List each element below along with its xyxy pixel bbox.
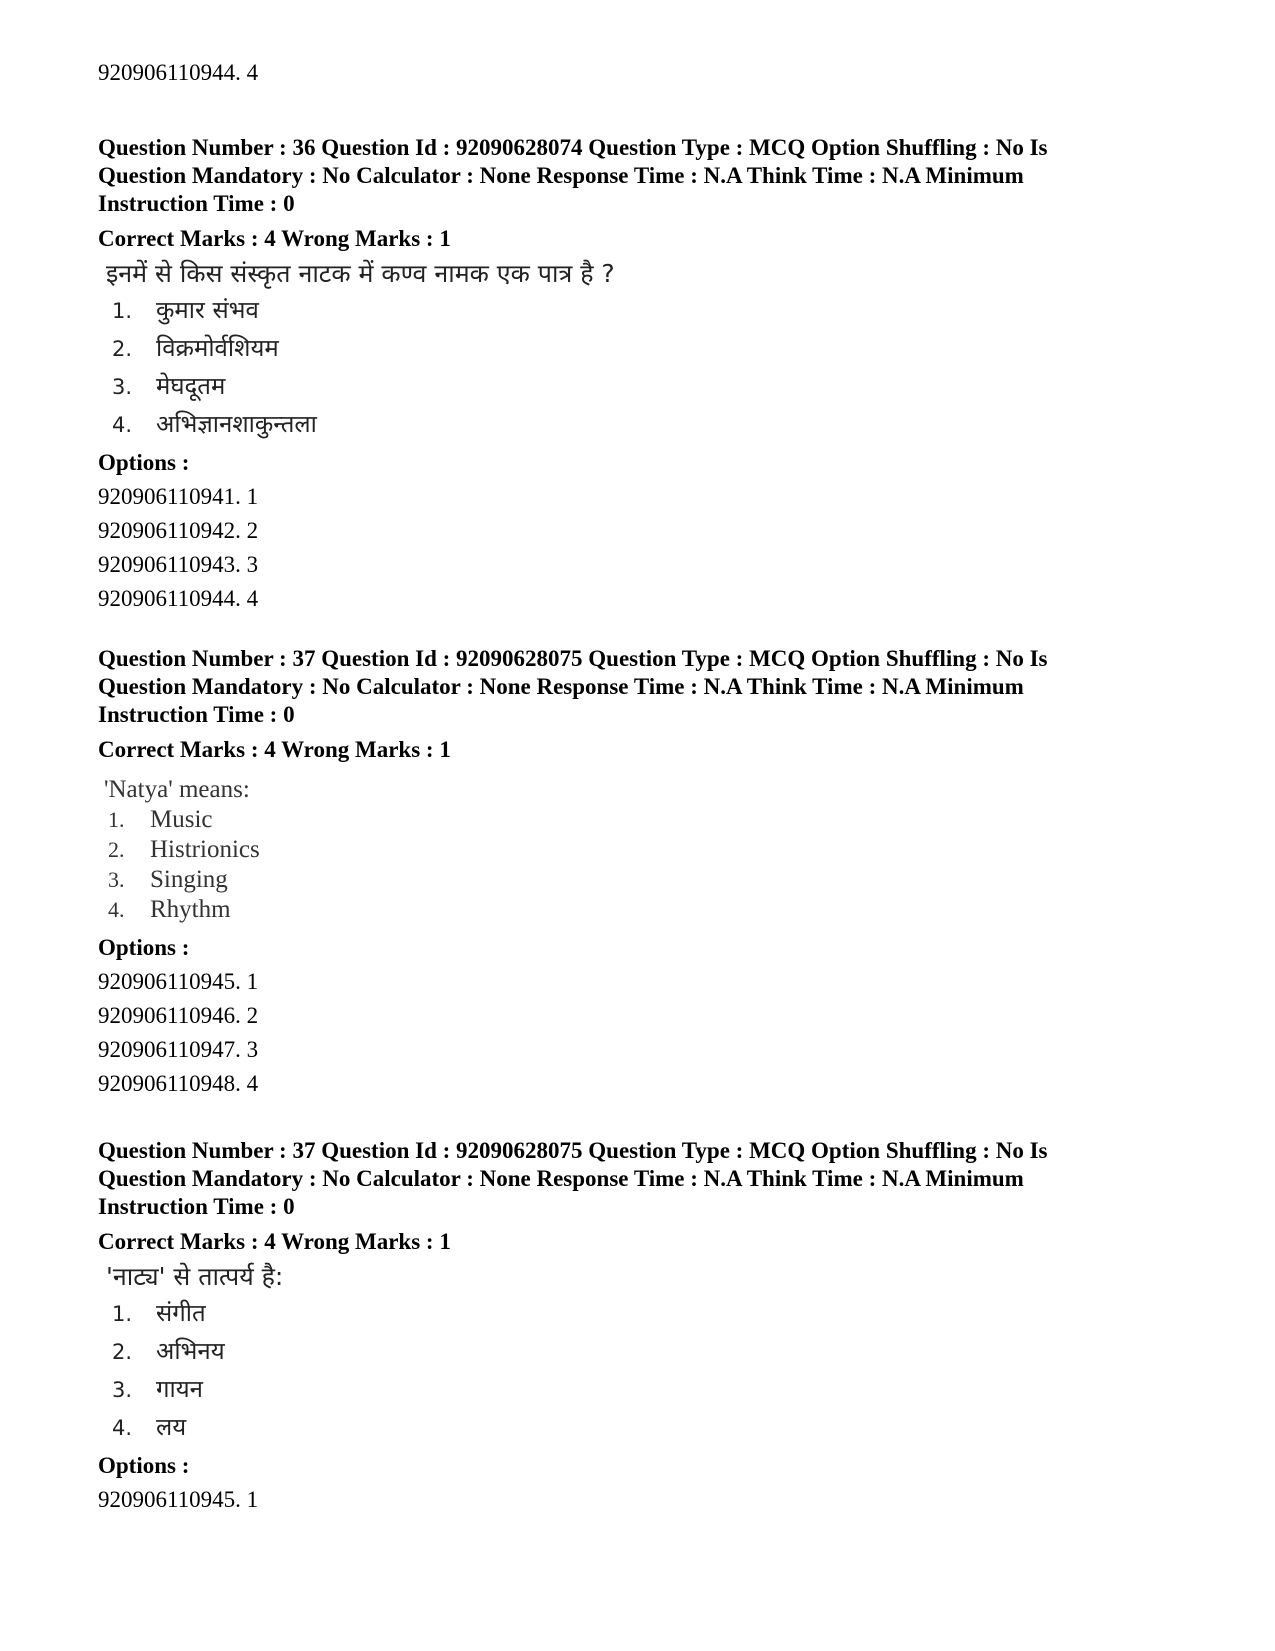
choice-number: 2. [108, 837, 125, 862]
choice-item [106, 292, 1188, 330]
choice-text: विक्रमोर्वशियम [156, 334, 279, 362]
options-label: Options : [98, 1453, 190, 1478]
choice-number: 4. [108, 897, 125, 922]
option-line: 920906110944. 4 [98, 586, 259, 611]
choice-text: कुमार संभव [156, 296, 259, 324]
choice-item [104, 865, 1188, 895]
choice-number: 4. [112, 413, 133, 437]
choice-text: Rhythm [150, 896, 231, 923]
choice-number: 1. [108, 807, 125, 832]
question-meta: Question Number : 36 Question Id : 92090628074 Question Type : MCQ Option Shuffling : No Is Question Mandatory : No Calculator : None Response Time : N.A Think Time : N.A Minimum Instruction Time : 0 [98, 135, 1048, 216]
question-marks: Correct Marks : 4 Wrong Marks : 1 [98, 226, 451, 251]
question-stem: 'Natya' means: [104, 776, 250, 803]
choice-text: मेघदूतम [156, 372, 226, 400]
option-line: 920906110942. 2 [98, 518, 259, 543]
option-line: 920906110946. 2 [98, 1003, 259, 1028]
choice-item [104, 895, 1188, 925]
choice-item [104, 835, 1188, 865]
question-36 [98, 134, 1188, 616]
choice-text: गायन [156, 1375, 203, 1403]
question-meta: Question Number : 37 Question Id : 92090628075 Question Type : MCQ Option Shuffling : No Is Question Mandatory : No Calculator : None Response Time : N.A Think Time : N.A Minimum Instruction Time : 0 [98, 646, 1048, 727]
choice-number: 4. [112, 1416, 133, 1440]
choice-text: संगीत [156, 1299, 206, 1327]
choice-item [106, 1409, 1188, 1447]
question-body [106, 256, 1188, 444]
question-body [104, 775, 1188, 925]
option-line: 920906110944. 4 [98, 60, 259, 85]
choice-number: 1. [112, 299, 133, 323]
option-line: 920906110943. 3 [98, 552, 259, 577]
choice-item [104, 805, 1188, 835]
option-line: 920906110941. 1 [98, 484, 259, 509]
question-marks: Correct Marks : 4 Wrong Marks : 1 [98, 1229, 451, 1254]
option-line: 920906110948. 4 [98, 1071, 259, 1096]
option-line: 920906110945. 1 [98, 1487, 259, 1512]
choice-item [106, 406, 1188, 444]
options-label: Options : [98, 450, 190, 475]
choice-number: 3. [112, 375, 133, 399]
choice-item [106, 1371, 1188, 1409]
option-line: 920906110947. 3 [98, 1037, 259, 1062]
question-stem: इनमें से किस संस्कृत नाटक में कण्व नामक एक पात्र है ? [106, 259, 615, 288]
question-37-hindi [98, 1137, 1188, 1517]
question-marks: Correct Marks : 4 Wrong Marks : 1 [98, 737, 451, 762]
question-37-english [98, 645, 1188, 1101]
choice-item [106, 368, 1188, 406]
choice-text: Music [150, 806, 213, 833]
option-line: 920906110945. 1 [98, 969, 259, 994]
previous-option-line [98, 56, 1188, 90]
choice-text: लय [156, 1413, 187, 1441]
choice-number: 3. [112, 1378, 133, 1402]
choice-number: 2. [112, 337, 133, 361]
choice-item [106, 330, 1188, 368]
choice-number: 1. [112, 1302, 133, 1326]
options-label: Options : [98, 935, 190, 960]
choice-item [106, 1333, 1188, 1371]
choice-text: अभिज्ञानशाकुन्तला [156, 410, 317, 438]
choice-number: 2. [112, 1340, 133, 1364]
choice-text: Histrionics [150, 836, 260, 863]
choice-item [106, 1295, 1188, 1333]
question-stem: 'नाट्य' से तात्पर्य है: [106, 1262, 284, 1291]
choice-number: 3. [108, 867, 125, 892]
question-body [106, 1259, 1188, 1447]
choice-text: अभिनय [156, 1337, 225, 1365]
choice-text: Singing [150, 866, 228, 893]
question-meta: Question Number : 37 Question Id : 92090628075 Question Type : MCQ Option Shuffling : No Is Question Mandatory : No Calculator : None Response Time : N.A Think Time : N.A Minimum Instruction Time : 0 [98, 1138, 1048, 1219]
